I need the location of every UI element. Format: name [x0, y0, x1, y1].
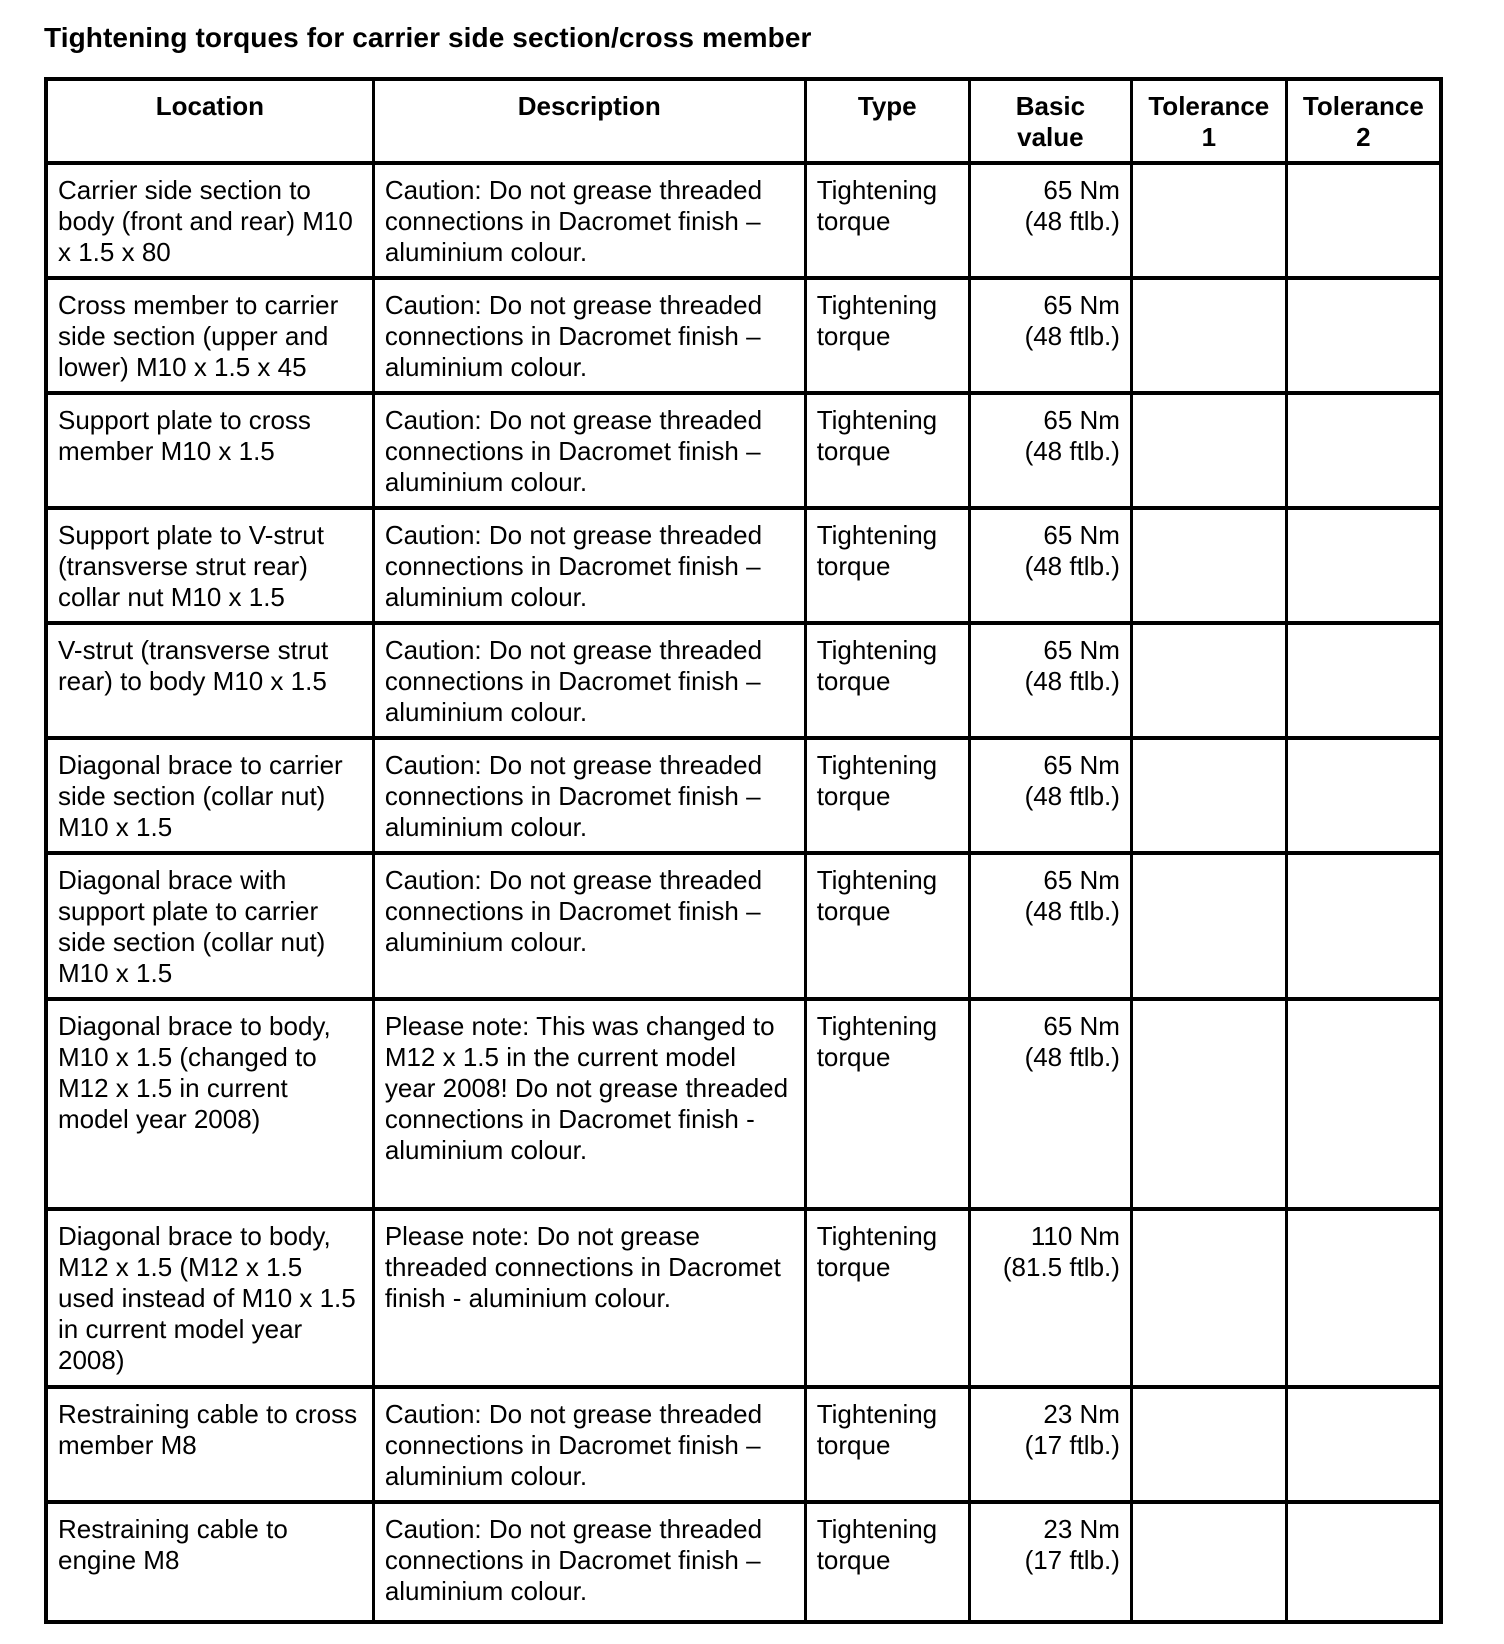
type-cell: Tightening torque [805, 1502, 969, 1622]
basic-value-cell: 65 Nm (48 ftlb.) [969, 623, 1131, 738]
tolerance-2-cell [1286, 1502, 1441, 1622]
header-basic-value: Basic value [969, 79, 1131, 163]
tolerance-2-cell [1286, 1387, 1441, 1502]
type-cell: Tightening torque [805, 508, 969, 623]
header-tolerance-1: Tolerance 1 [1131, 79, 1286, 163]
type-cell: Tightening torque [805, 163, 969, 278]
description-cell: Caution: Do not grease threaded connections in Dacromet finish – aluminium colour. [373, 623, 805, 738]
table-row [46, 623, 1441, 738]
location-cell: Diagonal brace to body, M12 x 1.5 (M12 x 1.5 used instead of M10 x 1.5 in current model year 2008) [46, 1209, 373, 1387]
table-row [46, 278, 1441, 393]
table-row [46, 508, 1441, 623]
basic-value-cell: 65 Nm (48 ftlb.) [969, 508, 1131, 623]
location-cell: Carrier side section to body (front and rear) M10 x 1.5 x 80 [46, 163, 373, 278]
type-cell: Tightening torque [805, 999, 969, 1209]
basic-value-cell: 23 Nm (17 ftlb.) [969, 1387, 1131, 1502]
tolerance-1-cell [1131, 1387, 1286, 1502]
location-cell: Diagonal brace to body, M10 x 1.5 (changed to M12 x 1.5 in current model year 2008) [46, 999, 373, 1209]
tolerance-1-cell [1131, 1209, 1286, 1387]
table-row [46, 738, 1441, 853]
torque-table [44, 77, 1443, 1624]
tolerance-1-cell [1131, 508, 1286, 623]
basic-value-cell: 23 Nm (17 ftlb.) [969, 1502, 1131, 1622]
table-row [46, 393, 1441, 508]
description-cell: Caution: Do not grease threaded connections in Dacromet finish – aluminium colour. [373, 508, 805, 623]
location-cell: Restraining cable to cross member M8 [46, 1387, 373, 1502]
tolerance-2-cell [1286, 853, 1441, 999]
description-cell: Caution: Do not grease threaded connections in Dacromet finish – aluminium colour. [373, 393, 805, 508]
header-type: Type [805, 79, 969, 163]
description-cell: Caution: Do not grease threaded connections in Dacromet finish – aluminium colour. [373, 278, 805, 393]
basic-value-cell: 110 Nm (81.5 ftlb.) [969, 1209, 1131, 1387]
description-cell: Please note: This was changed to M12 x 1.5 in the current model year 2008! Do not grease threaded connections in Dacromet finish - aluminium colour. [373, 999, 805, 1209]
tolerance-2-cell [1286, 1209, 1441, 1387]
tolerance-2-cell [1286, 623, 1441, 738]
type-cell: Tightening torque [805, 1209, 969, 1387]
description-cell: Caution: Do not grease threaded connections in Dacromet finish – aluminium colour. [373, 853, 805, 999]
tolerance-2-cell [1286, 738, 1441, 853]
basic-value-cell: 65 Nm (48 ftlb.) [969, 853, 1131, 999]
type-cell: Tightening torque [805, 278, 969, 393]
tolerance-2-cell [1286, 999, 1441, 1209]
tolerance-2-cell [1286, 393, 1441, 508]
location-cell: V-strut (transverse strut rear) to body M10 x 1.5 [46, 623, 373, 738]
table-row [46, 853, 1441, 999]
table-row [46, 1209, 1441, 1387]
tolerance-2-cell [1286, 163, 1441, 278]
tolerance-1-cell [1131, 163, 1286, 278]
table-row [46, 1502, 1441, 1622]
basic-value-cell: 65 Nm (48 ftlb.) [969, 738, 1131, 853]
location-cell: Diagonal brace to carrier side section (collar nut) M10 x 1.5 [46, 738, 373, 853]
tolerance-1-cell [1131, 853, 1286, 999]
location-cell: Support plate to cross member M10 x 1.5 [46, 393, 373, 508]
type-cell: Tightening torque [805, 623, 969, 738]
location-cell: Diagonal brace with support plate to carrier side section (collar nut) M10 x 1.5 [46, 853, 373, 999]
tolerance-1-cell [1131, 999, 1286, 1209]
tolerance-2-cell [1286, 508, 1441, 623]
tolerance-1-cell [1131, 738, 1286, 853]
header-description: Description [373, 79, 805, 163]
description-cell: Caution: Do not grease threaded connections in Dacromet finish – aluminium colour. [373, 163, 805, 278]
tolerance-1-cell [1131, 623, 1286, 738]
type-cell: Tightening torque [805, 853, 969, 999]
header-location: Location [46, 79, 373, 163]
description-cell: Please note: Do not grease threaded connections in Dacromet finish - aluminium colour. [373, 1209, 805, 1387]
header-tolerance-2: Tolerance 2 [1286, 79, 1441, 163]
description-cell: Caution: Do not grease threaded connections in Dacromet finish – aluminium colour. [373, 1502, 805, 1622]
location-cell: Support plate to V-strut (transverse strut rear) collar nut M10 x 1.5 [46, 508, 373, 623]
type-cell: Tightening torque [805, 393, 969, 508]
table-row [46, 163, 1441, 278]
table-row [46, 1387, 1441, 1502]
location-cell: Cross member to carrier side section (upper and lower) M10 x 1.5 x 45 [46, 278, 373, 393]
basic-value-cell: 65 Nm (48 ftlb.) [969, 163, 1131, 278]
tolerance-1-cell [1131, 1502, 1286, 1622]
description-cell: Caution: Do not grease threaded connections in Dacromet finish – aluminium colour. [373, 1387, 805, 1502]
description-cell: Caution: Do not grease threaded connections in Dacromet finish – aluminium colour. [373, 738, 805, 853]
document-title: Tightening torques for carrier side section/cross member [44, 22, 812, 53]
basic-value-cell: 65 Nm (48 ftlb.) [969, 999, 1131, 1209]
tolerance-2-cell [1286, 278, 1441, 393]
type-cell: Tightening torque [805, 1387, 969, 1502]
location-cell: Restraining cable to engine M8 [46, 1502, 373, 1622]
basic-value-cell: 65 Nm (48 ftlb.) [969, 393, 1131, 508]
type-cell: Tightening torque [805, 738, 969, 853]
table-row [46, 999, 1441, 1209]
basic-value-cell: 65 Nm (48 ftlb.) [969, 278, 1131, 393]
tolerance-1-cell [1131, 393, 1286, 508]
tolerance-1-cell [1131, 278, 1286, 393]
table-header-row [46, 79, 1441, 163]
